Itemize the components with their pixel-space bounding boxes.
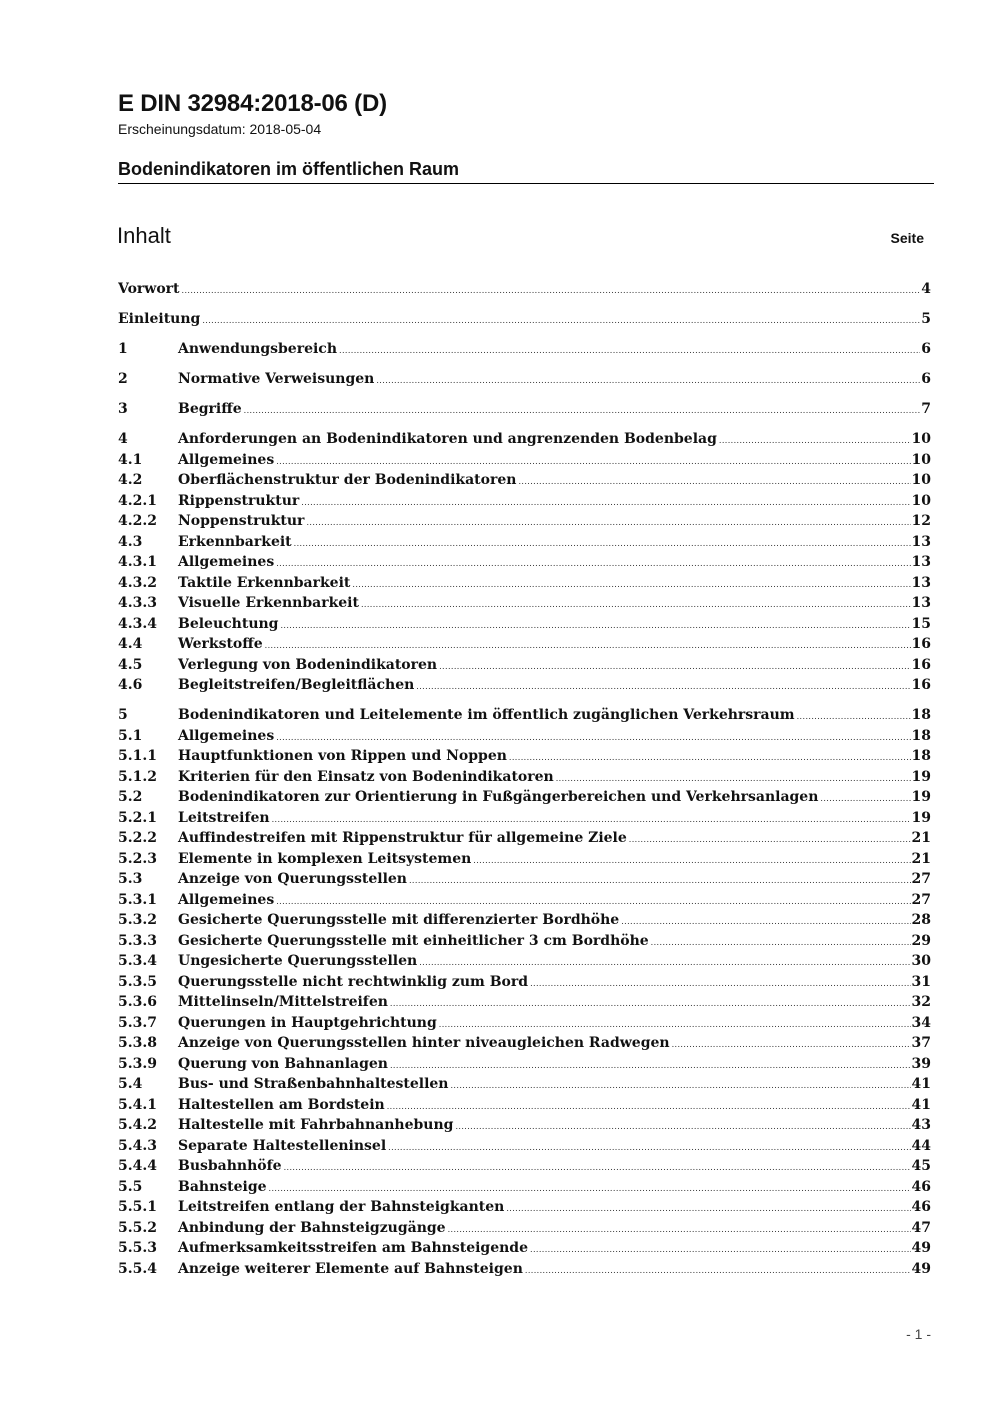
toc-entry-page: 31	[911, 973, 931, 990]
toc-entry[interactable]	[118, 491, 931, 512]
toc-entry-number: 4.1	[118, 451, 143, 468]
toc-entry-page: 13	[911, 595, 931, 611]
toc-entry-number: 5.2	[118, 789, 143, 805]
toc-entry-page: 10	[911, 451, 931, 468]
toc-entry-page: 30	[911, 953, 931, 969]
toc-dot-leader	[651, 933, 911, 952]
toc-entry-title: Erkennbarkeit	[178, 533, 292, 550]
toc-entry-page: 43	[911, 1117, 931, 1133]
footer-page-number: - 1 -	[906, 1326, 931, 1342]
table-of-contents	[118, 279, 931, 1279]
toc-entry-page: 19	[911, 809, 931, 826]
toc-dot-leader	[390, 994, 911, 1013]
toc-entry-number: 5.3.1	[118, 891, 157, 908]
toc-heading: Inhalt	[117, 223, 171, 248]
toc-dot-leader	[280, 616, 910, 635]
toc-entry-title: Leitstreifen	[178, 809, 270, 826]
toc-entry-number: 5.2.2	[118, 830, 157, 846]
toc-entry[interactable]	[118, 573, 931, 594]
toc-entry-number: 5.4.3	[118, 1137, 157, 1154]
toc-entry-page: 10	[911, 472, 931, 488]
toc-entry-page: 6	[921, 341, 931, 357]
toc-entry[interactable]	[118, 1054, 931, 1075]
toc-entry[interactable]	[118, 849, 931, 870]
toc-entry-page: 5	[921, 311, 931, 327]
toc-entry-title: Gesicherte Querungsstelle mit differenzierter Bordhöhe	[178, 912, 620, 928]
toc-entry-number: 5.1	[118, 727, 143, 744]
toc-entry-number: 5.3.7	[118, 1014, 157, 1031]
toc-dot-leader	[388, 1138, 910, 1157]
toc-entry-page: 47	[911, 1219, 931, 1236]
toc-entry-title: Oberflächenstruktur der Bodenindikatoren	[178, 472, 517, 488]
toc-entry-page: 44	[911, 1137, 931, 1154]
toc-dot-leader	[306, 513, 910, 532]
toc-entry-title: Anzeige von Querungsstellen	[178, 871, 407, 887]
toc-entry-number: 5.5.3	[118, 1240, 157, 1256]
toc-entry-title: Allgemeines	[178, 891, 275, 908]
toc-entry-number: 4.4	[118, 636, 143, 652]
toc-entry-page: 27	[911, 891, 931, 908]
toc-dot-leader	[276, 452, 910, 471]
publication-date: Erscheinungsdatum: 2018-05-04	[118, 121, 322, 137]
toc-dot-leader	[506, 1199, 910, 1218]
toc-dot-leader	[629, 830, 911, 849]
toc-dot-leader	[473, 851, 910, 870]
toc-entry-page: 37	[911, 1035, 931, 1051]
toc-dot-leader	[820, 789, 910, 808]
toc-entry[interactable]	[118, 951, 931, 972]
toc-entry-title: Ungesicherte Querungsstellen	[178, 953, 418, 969]
toc-entry[interactable]	[118, 1033, 931, 1054]
toc-entry-page: 4	[921, 281, 931, 297]
toc-entry-page: 6	[921, 371, 931, 387]
toc-entry-page: 18	[911, 727, 931, 744]
toc-entry[interactable]	[118, 511, 931, 532]
toc-entry-page: 34	[911, 1014, 931, 1031]
toc-entry-number: 5.3.5	[118, 973, 157, 990]
toc-entry-page: 13	[911, 574, 931, 591]
toc-entry[interactable]	[118, 1156, 931, 1177]
toc-entry-page: 13	[911, 533, 931, 550]
toc-entry-page: 13	[911, 554, 931, 570]
toc-dot-leader	[387, 1097, 911, 1116]
toc-entry-title: Taktile Erkennbarkeit	[178, 574, 351, 591]
toc-entry-page: 28	[911, 912, 931, 928]
toc-entry[interactable]	[118, 634, 931, 655]
toc-dot-leader	[276, 554, 910, 573]
toc-entry-title: Begriffe	[178, 401, 242, 417]
toc-entry[interactable]	[118, 1095, 931, 1116]
toc-entry[interactable]	[118, 787, 931, 808]
toc-entry-title: Allgemeines	[178, 451, 275, 468]
toc-entry[interactable]	[118, 450, 931, 471]
toc-entry[interactable]	[118, 399, 931, 420]
toc-entry-page: 41	[911, 1096, 931, 1113]
toc-entry-number: 5.5.2	[118, 1219, 157, 1236]
toc-entry-number: 5.3.4	[118, 953, 157, 969]
toc-dot-leader	[352, 575, 910, 594]
toc-entry-page: 49	[911, 1260, 931, 1277]
toc-entry-title: Hauptfunktionen von Rippen und Noppen	[178, 748, 507, 764]
toc-entry-number: 4.5	[118, 656, 143, 673]
toc-entry-page: 18	[911, 707, 931, 723]
toc-entry-page: 21	[911, 850, 931, 867]
toc-entry-page: 16	[911, 656, 931, 673]
toc-entry-number: 5.3.8	[118, 1035, 157, 1051]
toc-entry-title: Gesicherte Querungsstelle mit einheitlicher 3 cm Bordhöhe	[178, 932, 649, 949]
toc-entry-title: Querung von Bahnanlagen	[178, 1055, 388, 1072]
toc-entry[interactable]	[118, 675, 931, 696]
toc-entry-number: 4.2	[118, 472, 143, 488]
toc-dot-leader	[509, 748, 911, 767]
toc-entry-page: 41	[911, 1076, 931, 1092]
toc-dot-leader	[339, 341, 920, 360]
toc-entry[interactable]	[118, 828, 931, 849]
toc-entry[interactable]	[118, 808, 931, 829]
toc-entry[interactable]	[118, 1074, 931, 1095]
toc-entry-page: 46	[911, 1199, 931, 1215]
toc-entry-title: Allgemeines	[178, 727, 275, 744]
toc-entry-page: 12	[911, 513, 931, 529]
toc-entry-number: 5.3.2	[118, 912, 157, 928]
toc-entry-number: 5.5.4	[118, 1260, 157, 1277]
toc-dot-leader	[202, 311, 920, 330]
toc-dot-leader	[416, 677, 910, 696]
toc-entry[interactable]	[118, 910, 931, 931]
toc-entry-number: 5.2.1	[118, 809, 157, 826]
toc-dot-leader	[284, 1158, 911, 1177]
toc-entry-number: 5	[118, 707, 128, 723]
toc-dot-leader	[797, 707, 911, 726]
toc-entry-title: Leitstreifen entlang der Bahnsteigkanten	[178, 1199, 505, 1215]
toc-entry[interactable]	[118, 1177, 931, 1198]
title-divider	[118, 183, 934, 184]
toc-entry[interactable]	[118, 614, 931, 635]
toc-entry-title: Rippenstruktur	[178, 492, 300, 509]
toc-dot-leader	[272, 810, 911, 829]
toc-entry-title: Noppenstruktur	[178, 513, 305, 529]
toc-entry[interactable]	[118, 1115, 931, 1136]
toc-entry[interactable]	[118, 705, 931, 726]
toc-entry-title: Anwendungsbereich	[178, 341, 337, 357]
toc-entry-page: 10	[911, 431, 931, 447]
toc-entry[interactable]	[118, 1136, 931, 1157]
toc-page-column-label: Seite	[890, 230, 924, 246]
toc-entry-number: 2	[118, 371, 128, 387]
toc-entry-number: 4.3.4	[118, 615, 157, 632]
toc-entry[interactable]	[118, 655, 931, 676]
toc-dot-leader	[269, 1179, 911, 1198]
toc-entry[interactable]	[118, 746, 931, 767]
toc-entry-title: Normative Verweisungen	[178, 371, 375, 387]
toc-entry-page: 15	[911, 615, 931, 632]
toc-entry[interactable]	[118, 890, 931, 911]
toc-entry-title: Querungsstelle nicht rechtwinklig zum Bord	[178, 973, 529, 990]
toc-entry-title: Anbindung der Bahnsteigzugänge	[178, 1219, 446, 1236]
toc-entry-title: Vorwort	[118, 281, 180, 297]
toc-entry-number: 5.4	[118, 1076, 143, 1092]
toc-entry-number: 4.6	[118, 677, 143, 693]
toc-entry-number: 5.1.1	[118, 748, 157, 764]
toc-entry[interactable]	[118, 992, 931, 1013]
toc-entry[interactable]	[118, 552, 931, 573]
toc-entry-title: Beleuchtung	[178, 615, 279, 632]
toc-entry-title: Anforderungen an Bodenindikatoren und angrenzenden Bodenbelag	[178, 431, 717, 447]
toc-dot-leader	[455, 1117, 910, 1136]
toc-entry-number: 5.4.4	[118, 1158, 157, 1174]
toc-entry-page: 19	[911, 768, 931, 785]
toc-entry-page: 10	[911, 492, 931, 509]
toc-dot-leader	[294, 534, 911, 553]
toc-entry-page: 16	[911, 636, 931, 652]
toc-entry-number: 4.3.2	[118, 574, 157, 591]
toc-dot-leader	[409, 871, 911, 890]
toc-entry-page: 19	[911, 789, 931, 805]
toc-entry-page: 49	[911, 1240, 931, 1256]
toc-dot-leader	[419, 953, 910, 972]
toc-entry[interactable]	[118, 339, 931, 360]
toc-entry-title: Bahnsteige	[178, 1178, 267, 1195]
toc-dot-leader	[390, 1056, 911, 1075]
toc-dot-leader	[276, 892, 910, 911]
toc-entry[interactable]	[118, 429, 931, 450]
toc-entry-number: 4	[118, 431, 128, 447]
toc-entry[interactable]	[118, 1238, 931, 1259]
toc-entry[interactable]	[118, 767, 931, 788]
toc-entry-page: 29	[911, 932, 931, 949]
toc-entry-title: Verlegung von Bodenindikatoren	[178, 656, 438, 673]
toc-entry-title: Auffindestreifen mit Rippenstruktur für allgemeine Ziele	[178, 830, 627, 846]
toc-entry[interactable]	[118, 369, 931, 390]
toc-dot-leader	[448, 1220, 911, 1239]
toc-dot-leader	[376, 371, 920, 390]
toc-dot-leader	[439, 657, 910, 676]
toc-entry-number: 4.3.3	[118, 595, 157, 611]
toc-dot-leader	[518, 472, 910, 491]
toc-entry-number: 5.3.6	[118, 994, 157, 1010]
toc-entry-number: 5.5.1	[118, 1199, 157, 1215]
toc-entry[interactable]	[118, 1259, 931, 1280]
toc-dot-leader	[244, 401, 921, 420]
toc-entry-title: Elemente in komplexen Leitsystemen	[178, 850, 472, 867]
toc-entry-title: Begleitstreifen/Begleitflächen	[178, 677, 415, 693]
toc-dot-leader	[530, 1240, 911, 1259]
toc-entry-title: Aufmerksamkeitsstreifen am Bahnsteigende	[178, 1240, 528, 1256]
toc-entry-number: 4.3	[118, 533, 143, 550]
toc-entry[interactable]	[118, 279, 931, 300]
toc-entry-number: 3	[118, 401, 128, 417]
document-title: Bodenindikatoren im öffentlichen Raum	[118, 159, 460, 179]
toc-entry-number: 4.3.1	[118, 554, 157, 570]
toc-entry-title: Allgemeines	[178, 554, 275, 570]
toc-entry-title: Separate Haltestelleninsel	[178, 1137, 387, 1154]
toc-entry[interactable]	[118, 1218, 931, 1239]
toc-dot-leader	[276, 728, 910, 747]
toc-entry-title: Haltestelle mit Fahrbahnanhebung	[178, 1117, 454, 1133]
toc-entry-number: 4.2.2	[118, 513, 157, 529]
toc-entry[interactable]	[118, 309, 931, 330]
toc-dot-leader	[672, 1035, 911, 1054]
toc-entry-title: Busbahnhöfe	[178, 1158, 282, 1174]
toc-entry-number: 4.2.1	[118, 492, 157, 509]
toc-entry-number: 5.1.2	[118, 768, 157, 785]
toc-dot-leader	[301, 493, 910, 512]
toc-entry-title: Bodenindikatoren und Leitelemente im öffentlich zugänglichen Verkehrsraum	[178, 707, 795, 723]
toc-entry[interactable]	[118, 1013, 931, 1034]
toc-entry[interactable]	[118, 972, 931, 993]
toc-entry-page: 46	[911, 1178, 931, 1195]
toc-dot-leader	[265, 636, 911, 655]
toc-entry[interactable]	[118, 931, 931, 952]
toc-entry-number: 5.2.3	[118, 850, 157, 867]
toc-entry-page: 16	[911, 677, 931, 693]
toc-entry[interactable]	[118, 470, 931, 491]
toc-entry-title: Kriterien für den Einsatz von Bodenindikatoren	[178, 768, 554, 785]
toc-entry-number: 1	[118, 341, 128, 357]
toc-entry-title: Werkstoffe	[178, 636, 263, 652]
toc-entry-number: 5.3	[118, 871, 143, 887]
toc-entry-number: 5.5	[118, 1178, 143, 1195]
toc-entry-title: Querungen in Hauptgehrichtung	[178, 1014, 437, 1031]
toc-entry-title: Visuelle Erkennbarkeit	[178, 595, 359, 611]
toc-dot-leader	[439, 1015, 911, 1034]
toc-dot-leader	[525, 1261, 911, 1280]
toc-entry-page: 21	[911, 830, 931, 846]
toc-entry-title: Bodenindikatoren zur Orientierung in Fußgängerbereichen und Verkehrsanlagen	[178, 789, 819, 805]
toc-dot-leader	[182, 281, 921, 300]
toc-entry-number: 5.3.9	[118, 1055, 157, 1072]
toc-entry-number: 5.4.2	[118, 1117, 157, 1133]
toc-dot-leader	[719, 431, 911, 450]
toc-dot-leader	[530, 974, 910, 993]
toc-entry-title: Anzeige weiterer Elemente auf Bahnsteigen	[178, 1260, 523, 1277]
toc-entry-number: 5.4.1	[118, 1096, 157, 1113]
toc-entry-title: Anzeige von Querungsstellen hinter niveaugleichen Radwegen	[178, 1035, 670, 1051]
toc-entry-title: Bus- und Straßenbahnhaltestellen	[178, 1076, 449, 1092]
toc-entry[interactable]	[118, 532, 931, 553]
toc-entry-number: 5.3.3	[118, 932, 157, 949]
toc-dot-leader	[361, 595, 911, 614]
toc-entry-title: Haltestellen am Bordstein	[178, 1096, 385, 1113]
toc-entry[interactable]	[118, 726, 931, 747]
toc-entry[interactable]	[118, 1197, 931, 1218]
toc-entry-page: 27	[911, 871, 931, 887]
toc-dot-leader	[450, 1076, 910, 1095]
toc-entry-page: 39	[911, 1055, 931, 1072]
toc-dot-leader	[556, 769, 911, 788]
toc-dot-leader	[621, 912, 910, 931]
document-id: E DIN 32984:2018-06 (D)	[118, 90, 387, 117]
toc-entry-title: Einleitung	[118, 311, 201, 327]
toc-entry-page: 7	[921, 401, 931, 417]
toc-entry[interactable]	[118, 593, 931, 614]
toc-entry-page: 45	[911, 1158, 931, 1174]
toc-entry-title: Mittelinseln/Mittelstreifen	[178, 994, 388, 1010]
toc-entry[interactable]	[118, 869, 931, 890]
toc-entry-page: 18	[911, 748, 931, 764]
toc-entry-page: 32	[911, 994, 931, 1010]
